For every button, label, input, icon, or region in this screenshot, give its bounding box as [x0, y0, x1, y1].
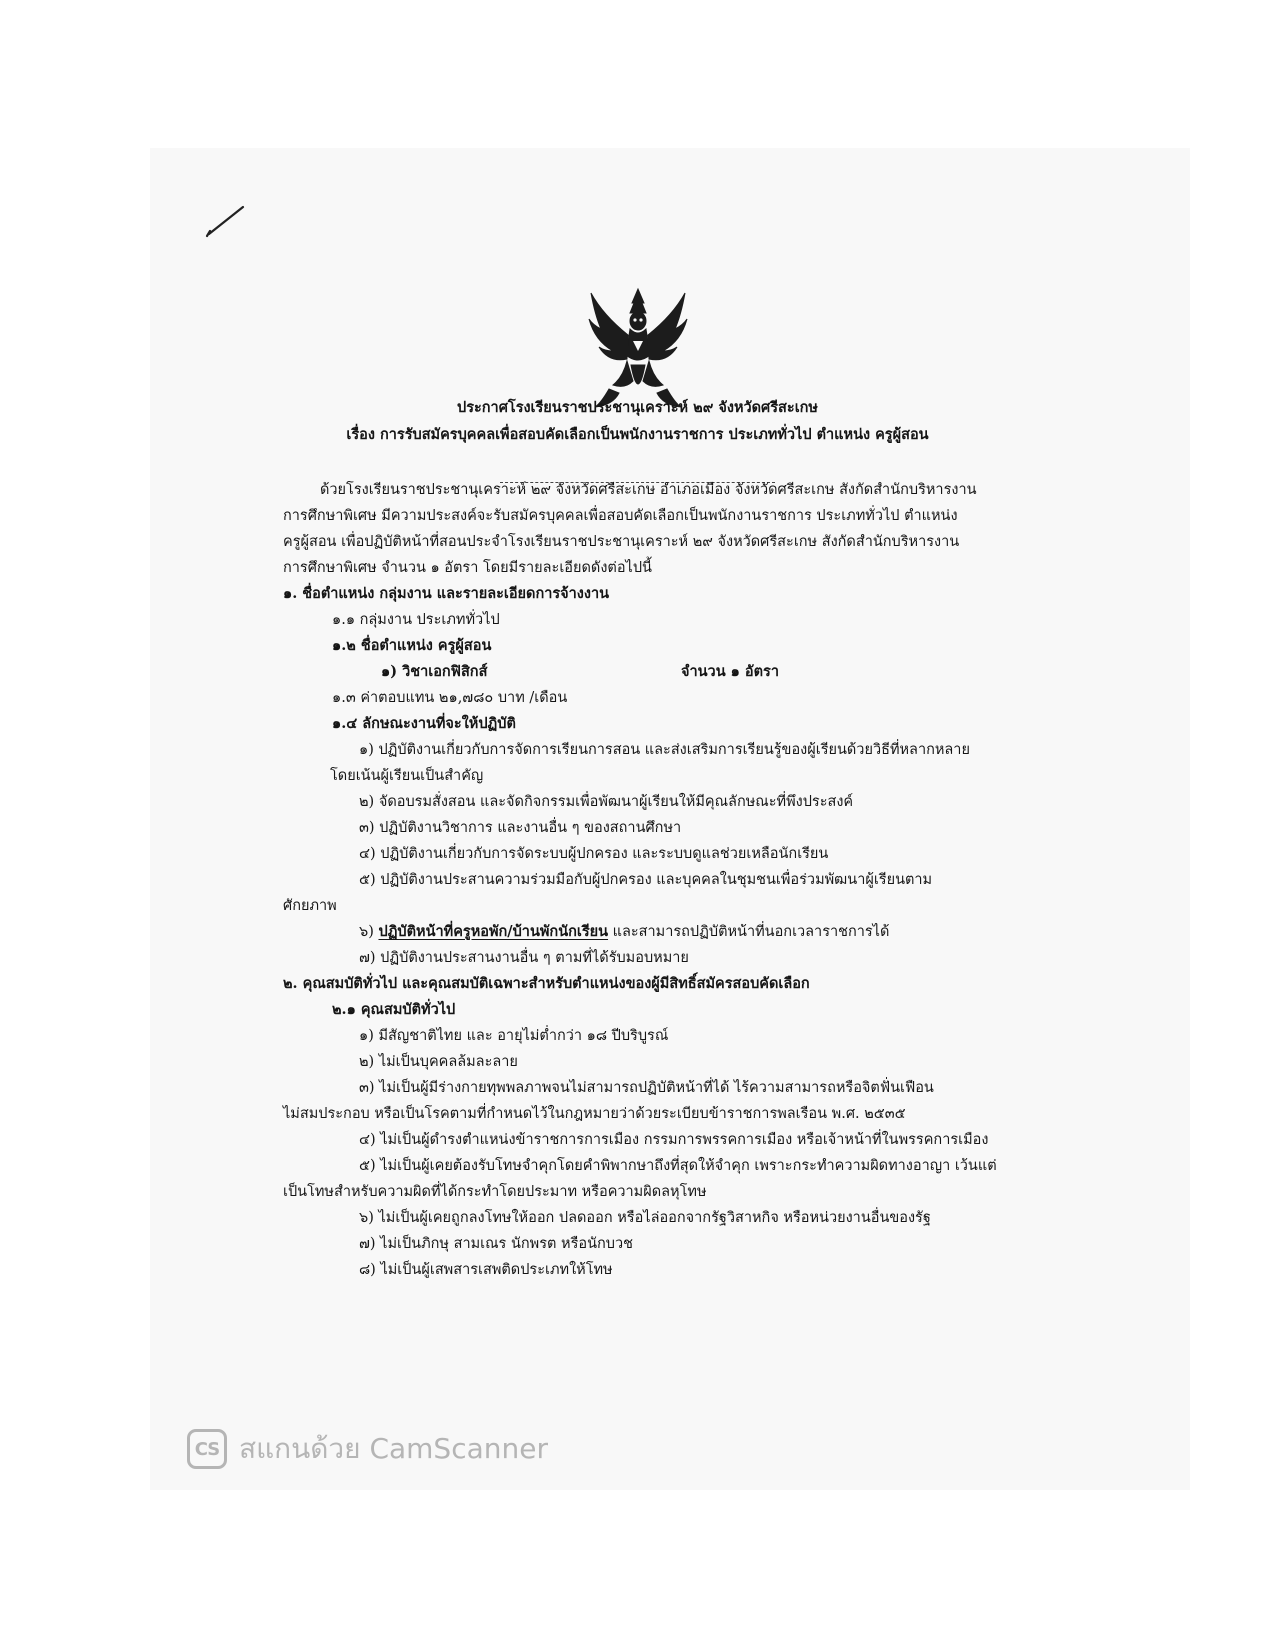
duty-6	[359, 922, 889, 942]
qualification-7: ๗) ไม่เป็นภิกษุ สามเณร นักพรต หรือนักบวช	[359, 1236, 633, 1252]
duty-1-cont: โดยเน้นผู้เรียนเป็นสำคัญ	[330, 768, 484, 784]
subject-count: จำนวน ๑ อัตรา	[681, 663, 779, 680]
pen-mark-icon	[205, 205, 250, 240]
announcement-title: ประกาศโรงเรียนราชประชานุเคราะห์ ๒๙ จังหวัดศรีสะเกษ	[457, 399, 818, 416]
qualification-8: ๘) ไม่เป็นผู้เสพสารเสพติดประเภทให้โทษ	[359, 1262, 613, 1278]
qualification-3-cont: ไม่สมประกอบ หรือเป็นโรคตามที่กำหนดไว้ในกฎหมายว่าด้วยระเบียบข้าราชการพลเรือน พ.ศ. ๒๕๓๕	[283, 1106, 906, 1122]
duty-2: ๒) จัดอบรมสั่งสอน และจัดกิจกรรมเพื่อพัฒนาผู้เรียนให้มีคุณลักษณะที่พึงประสงค์	[359, 794, 854, 810]
duty-7: ๗) ปฏิบัติงานประสานงานอื่น ๆ ตามที่ได้รับมอบหมาย	[359, 950, 689, 966]
duty-1: ๑) ปฏิบัติงานเกี่ยวกับการจัดการเรียนการสอน และส่งเสริมการเรียนรู้ของผู้เรียนด้วยวิธีที่หลากหลาย	[359, 742, 970, 758]
qualification-1: ๑) มีสัญชาติไทย และ อายุไม่ต่ำกว่า ๑๘ ปีบริบูรณ์	[359, 1028, 669, 1044]
intro-line-3: ครูผู้สอน เพื่อปฏิบัติหน้าที่สอนประจำโรงเรียนราชประชานุเคราะห์ ๒๙ จังหวัดศรีสะเกษ สังกัดสำนักบริหารงาน	[283, 534, 960, 550]
duty-6-emphasis: ปฏิบัติหน้าที่ครูหอพัก/บ้านพักนักเรียน	[378, 923, 609, 940]
qualification-5-cont: เป็นโทษสำหรับความผิดที่ได้กระทำโดยประมาท หรือความผิดลหุโทษ	[283, 1184, 707, 1200]
section1-heading: ๑. ชื่อตำแหน่ง กลุ่มงาน และรายละเอียดการจ้างงาน	[283, 585, 610, 602]
camscanner-logo-icon: CS	[187, 1429, 227, 1469]
intro-line-4: การศึกษาพิเศษ จำนวน ๑ อัตรา โดยมีรายละเอียดดังต่อไปนี้	[283, 560, 652, 576]
section1-4: ๑.๔ ลักษณะงานที่จะให้ปฏิบัติ	[332, 715, 516, 732]
qualification-5: ๕) ไม่เป็นผู้เคยต้องรับโทษจำคุกโดยคำพิพากษาถึงที่สุดให้จำคุก เพราะกระทำความผิดทางอาญา เว้นแต่	[359, 1158, 997, 1174]
intro-line-1: ด้วยโรงเรียนราชประชานุเคราะห์ ๒๙ จังหวัดศรีสะเกษ อำเภอเมือง จังหวัดศรีสะเกษ สังกัดสำนักบริหารงาน	[320, 482, 977, 498]
garuda-emblem-icon	[583, 285, 693, 410]
section2-1: ๒.๑ คุณสมบัติทั่วไป	[332, 1001, 456, 1018]
duty-5: ๕) ปฏิบัติงานประสานความร่วมมือกับผู้ปกครอง และบุคคลในชุมชนเพื่อร่วมพัฒนาผู้เรียนตาม	[359, 872, 933, 888]
intro-line-2: การศึกษาพิเศษ มีความประสงค์จะรับสมัครบุคคลเพื่อสอบคัดเลือกเป็นพนักงานราชการ ประเภททั่วไป ตำแหน่ง	[283, 508, 958, 524]
watermark-text: สแกนด้วย CamScanner	[239, 1432, 548, 1465]
announcement-subject: เรื่อง การรับสมัครบุคคลเพื่อสอบคัดเลือกเป็นพนักงานราชการ ประเภททั่วไป ตำแหน่ง ครูผู้สอน	[346, 426, 929, 443]
camscanner-watermark	[187, 1427, 548, 1471]
section1-2: ๑.๒ ชื่อตำแหน่ง ครูผู้สอน	[332, 637, 492, 654]
duty-3: ๓) ปฏิบัติงานวิชาการ และงานอื่น ๆ ของสถานศึกษา	[359, 820, 682, 836]
section1-3: ๑.๓ ค่าตอบแทน ๒๑,๗๘๐ บาท /เดือน	[332, 690, 568, 706]
qualification-4: ๔) ไม่เป็นผู้ดำรงตำแหน่งข้าราชการการเมือง กรรมการพรรคการเมือง หรือเจ้าหน้าที่ในพรรคการเมือง	[359, 1132, 989, 1148]
duty-6-number: ๖)	[359, 924, 379, 940]
duty-5-cont: ศักยภาพ	[283, 898, 337, 914]
subject-item: ๑) วิชาเอกฟิสิกส์	[381, 663, 488, 680]
qualification-3: ๓) ไม่เป็นผู้มีร่างกายทุพพลภาพจนไม่สามารถปฏิบัติหน้าที่ได้ ไร้ความสามารถหรือจิตฟั่นเฟือน	[359, 1080, 934, 1096]
duty-4: ๔) ปฏิบัติงานเกี่ยวกับการจัดระบบผู้ปกครอง และระบบดูแลช่วยเหลือนักเรียน	[359, 846, 829, 862]
section2-heading: ๒. คุณสมบัติทั่วไป และคุณสมบัติเฉพาะสำหรับตำแหน่งของผู้มีสิทธิ์สมัครสอบคัดเลือก	[283, 975, 810, 992]
section1-1: ๑.๑ กลุ่มงาน ประเภททั่วไป	[332, 612, 500, 628]
duty-6-rest: และสามารถปฏิบัติหน้าที่นอกเวลาราชการได้	[608, 924, 890, 940]
qualification-2: ๒) ไม่เป็นบุคคลล้มละลาย	[359, 1054, 518, 1070]
qualification-6: ๖) ไม่เป็นผู้เคยถูกลงโทษให้ออก ปลดออก หรือไล่ออกจากรัฐวิสาหกิจ หรือหน่วยงานอื่นของรัฐ	[359, 1210, 931, 1226]
